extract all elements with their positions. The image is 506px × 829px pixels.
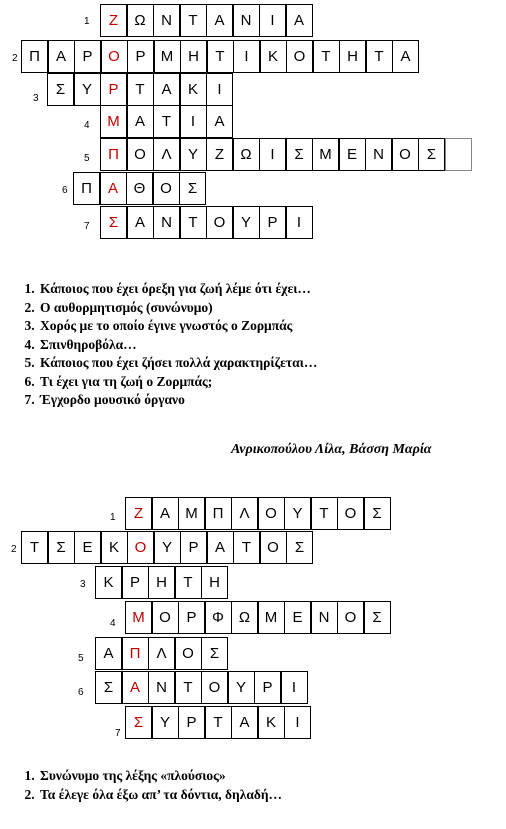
row-number: 3 [80, 579, 86, 590]
crossword-cell: Α [392, 40, 419, 73]
crossword-cell: Σ [418, 138, 445, 171]
crossword-key-cell: Ο [127, 531, 154, 564]
crossword-cell: Ο [337, 601, 364, 634]
crossword-cell: Τ [366, 40, 393, 73]
row-number: 5 [84, 153, 90, 164]
crossword-key-cell: Μ [125, 601, 152, 634]
crossword-cell: Σ [364, 497, 391, 530]
crossword-cell: Σ [286, 138, 313, 171]
clue-item: 2. Τα έλεγε όλα έξω απ’ τα δόντια, δηλαδή… [38, 786, 282, 805]
crossword-cell: Ρ [122, 566, 149, 599]
crossword-cell: Η [148, 566, 175, 599]
row-number: 1 [84, 16, 90, 27]
crossword-cell: Σ [48, 531, 75, 564]
crossword-cell: Ι [206, 73, 233, 106]
crossword-cell: Α [231, 706, 258, 739]
crossword-cell: Μ [178, 497, 205, 530]
crossword-cell: Υ [180, 138, 207, 171]
crossword-cell: Α [206, 105, 233, 138]
crossword-cell: Ι [259, 138, 286, 171]
crossword-cell: Σ [179, 172, 206, 205]
clue-item: 5. Κάποιος που έχει ζήσει πολλά χαρακτηρίζεται… [38, 354, 317, 373]
crossword-cell: Σ [201, 637, 228, 670]
crossword-cell: Τ [311, 497, 338, 530]
crossword-cell: Τ [21, 531, 48, 564]
row-number: 2 [12, 53, 18, 64]
crossword-cell: Λ [148, 637, 175, 670]
crossword-cell: Τ [127, 73, 154, 106]
crossword-cell: Σ [47, 73, 74, 106]
crossword-cell: Ι [180, 105, 207, 138]
crossword-key-cell: Σ [100, 206, 127, 239]
crossword-cell: Α [207, 531, 234, 564]
authors-line: Ανρικοπούλου Λίλα, Βάσση Μαρία [231, 442, 432, 457]
crossword-cell: Α [127, 105, 154, 138]
crossword-key-cell: Ο [101, 40, 128, 73]
crossword-cell: Ι [286, 206, 313, 239]
crossword-cell: Τ [313, 40, 340, 73]
crossword-cell: Ι [233, 40, 260, 73]
crossword-cell: Ι [284, 706, 311, 739]
crossword-cell [445, 138, 472, 171]
clue-item: 4. Σπινθηροβόλα… [38, 336, 317, 355]
crossword-cell: Υ [284, 497, 311, 530]
crossword-key-cell: Ρ [100, 73, 127, 106]
puzzle-1-clues [0, 280, 317, 410]
crossword-cell: Ο [206, 206, 233, 239]
crossword-cell: Ο [286, 40, 313, 73]
crossword-cell: Τ [180, 206, 207, 239]
crossword-key-cell: Σ [125, 706, 152, 739]
crossword-cell: Υ [74, 73, 101, 106]
crossword-cell: Υ [228, 671, 255, 704]
crossword-cell: Ρ [180, 531, 207, 564]
puzzle-2-clues [0, 767, 282, 804]
crossword-cell: Α [127, 206, 154, 239]
crossword-cell: Α [286, 4, 313, 37]
crossword-cell: Τ [175, 671, 202, 704]
crossword-cell: Θ [126, 172, 153, 205]
crossword-cell: Τ [175, 566, 202, 599]
crossword-cell: Ρ [254, 671, 281, 704]
row-number: 7 [84, 221, 90, 232]
row-number: 4 [110, 618, 116, 629]
crossword-cell: Ο [152, 601, 179, 634]
row-number: 7 [115, 728, 121, 739]
crossword-cell: Ν [153, 4, 180, 37]
crossword-cell: Π [21, 40, 48, 73]
crossword-cell: Τ [233, 531, 260, 564]
crossword-cell: Ι [259, 4, 286, 37]
crossword-cell: Ω [231, 601, 258, 634]
row-number: 2 [11, 544, 17, 555]
clue-item: 6. Τι έχει για τη ζωή ο Ζορμπάς; [38, 373, 317, 392]
crossword-cell: Σ [95, 671, 122, 704]
crossword-cell: Κ [180, 73, 207, 106]
crossword-cell: Μ [258, 601, 285, 634]
crossword-cell: Ο [153, 172, 180, 205]
crossword-cell: Ρ [178, 706, 205, 739]
crossword-cell: Α [206, 4, 233, 37]
crossword-cell: Ε [339, 138, 366, 171]
crossword-cell: Η [339, 40, 366, 73]
crossword-cell: Ν [311, 601, 338, 634]
crossword-key-cell: Μ [100, 105, 127, 138]
crossword-cell: Κ [101, 531, 128, 564]
crossword-cell: Τ [180, 4, 207, 37]
crossword-cell: Ρ [178, 601, 205, 634]
crossword-cell: Ν [148, 671, 175, 704]
crossword-cell: Π [73, 172, 100, 205]
crossword-cell: Ο [175, 637, 202, 670]
crossword-cell: Π [205, 497, 232, 530]
crossword-cell: Ο [392, 138, 419, 171]
crossword-cell: Ο [260, 531, 287, 564]
row-number: 6 [62, 185, 68, 196]
clue-item: 1. Κάποιος που έχει όρεξη για ζωή λέμε ότι έχει… [38, 280, 317, 299]
crossword-cell: Κ [95, 566, 122, 599]
crossword-cell: Τ [153, 105, 180, 138]
crossword-cell: Ν [153, 206, 180, 239]
crossword-cell: Η [201, 566, 228, 599]
crossword-cell: Λ [153, 138, 180, 171]
crossword-cell: Α [153, 73, 180, 106]
crossword-key-cell: Α [122, 671, 149, 704]
crossword-cell: Ο [258, 497, 285, 530]
crossword-cell: Ε [284, 601, 311, 634]
crossword-cell: Μ [154, 40, 181, 73]
crossword-cell: Ρ [74, 40, 101, 73]
crossword-cell: Α [95, 637, 122, 670]
crossword-cell: Ν [365, 138, 392, 171]
crossword-cell: Τ [205, 706, 232, 739]
crossword-key-cell: Ζ [125, 497, 152, 530]
crossword-key-cell: Π [100, 138, 127, 171]
crossword-cell: Ο [337, 497, 364, 530]
row-number: 1 [110, 512, 116, 523]
clue-item: 3. Χορός με το οποίο έγινε γνωστός ο Ζορμπάς [38, 317, 317, 336]
crossword-cell: Τ [207, 40, 234, 73]
row-number: 3 [33, 93, 39, 104]
crossword-cell: Φ [205, 601, 232, 634]
crossword-cell: Ρ [127, 40, 154, 73]
crossword-cell: Ν [233, 4, 260, 37]
crossword-cell: Σ [364, 601, 391, 634]
crossword-key-cell: Α [100, 172, 127, 205]
crossword-cell: Ρ [259, 206, 286, 239]
crossword-cell: Ζ [206, 138, 233, 171]
crossword-cell: Υ [154, 531, 181, 564]
crossword-cell: Ο [127, 138, 154, 171]
crossword-cell: Η [180, 40, 207, 73]
clue-item: 2. Ο αυθορμητισμός (συνώνυμο) [38, 299, 317, 318]
row-number: 6 [78, 687, 84, 698]
crossword-key-cell: Π [122, 637, 149, 670]
crossword-cell: Κ [260, 40, 287, 73]
row-number: 4 [84, 120, 90, 131]
crossword-cell: Ω [127, 4, 154, 37]
crossword-cell: Α [152, 497, 179, 530]
crossword-cell: Κ [258, 706, 285, 739]
crossword-cell: Λ [231, 497, 258, 530]
clue-item: 7. Έγχορδο μουσικό όργανο [38, 391, 317, 410]
row-number: 5 [78, 653, 84, 664]
crossword-cell: Σ [286, 531, 313, 564]
crossword-cell: Υ [233, 206, 260, 239]
crossword-key-cell: Ζ [100, 4, 127, 37]
crossword-cell: Ο [201, 671, 228, 704]
crossword-cell: Ι [281, 671, 308, 704]
crossword-cell: Μ [312, 138, 339, 171]
crossword-cell: Ω [233, 138, 260, 171]
crossword-cell: Υ [152, 706, 179, 739]
crossword-cell: Α [48, 40, 75, 73]
clue-item: 1. Συνώνυμο της λέξης «πλούσιος» [38, 767, 282, 786]
crossword-cell: Ε [74, 531, 101, 564]
